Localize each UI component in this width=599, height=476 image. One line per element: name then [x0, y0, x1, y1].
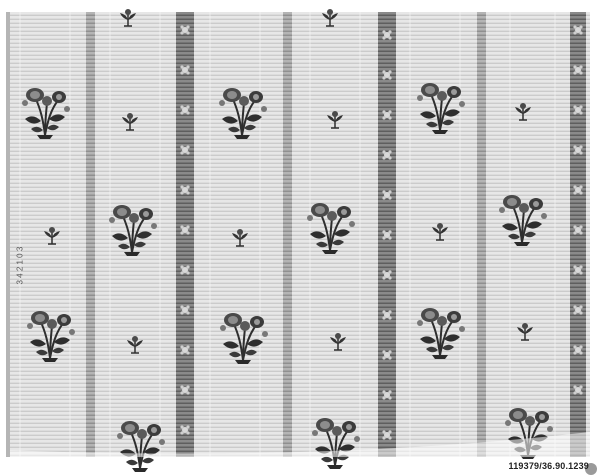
- accession-caption: 119379/36.90.1239: [508, 461, 589, 471]
- stripe-right: [570, 12, 586, 457]
- edge-marking: 3 4 2 1 0 3: [15, 246, 25, 285]
- fabric: [6, 9, 590, 472]
- stripe-middle: [378, 12, 396, 457]
- stripe-left: [176, 12, 194, 457]
